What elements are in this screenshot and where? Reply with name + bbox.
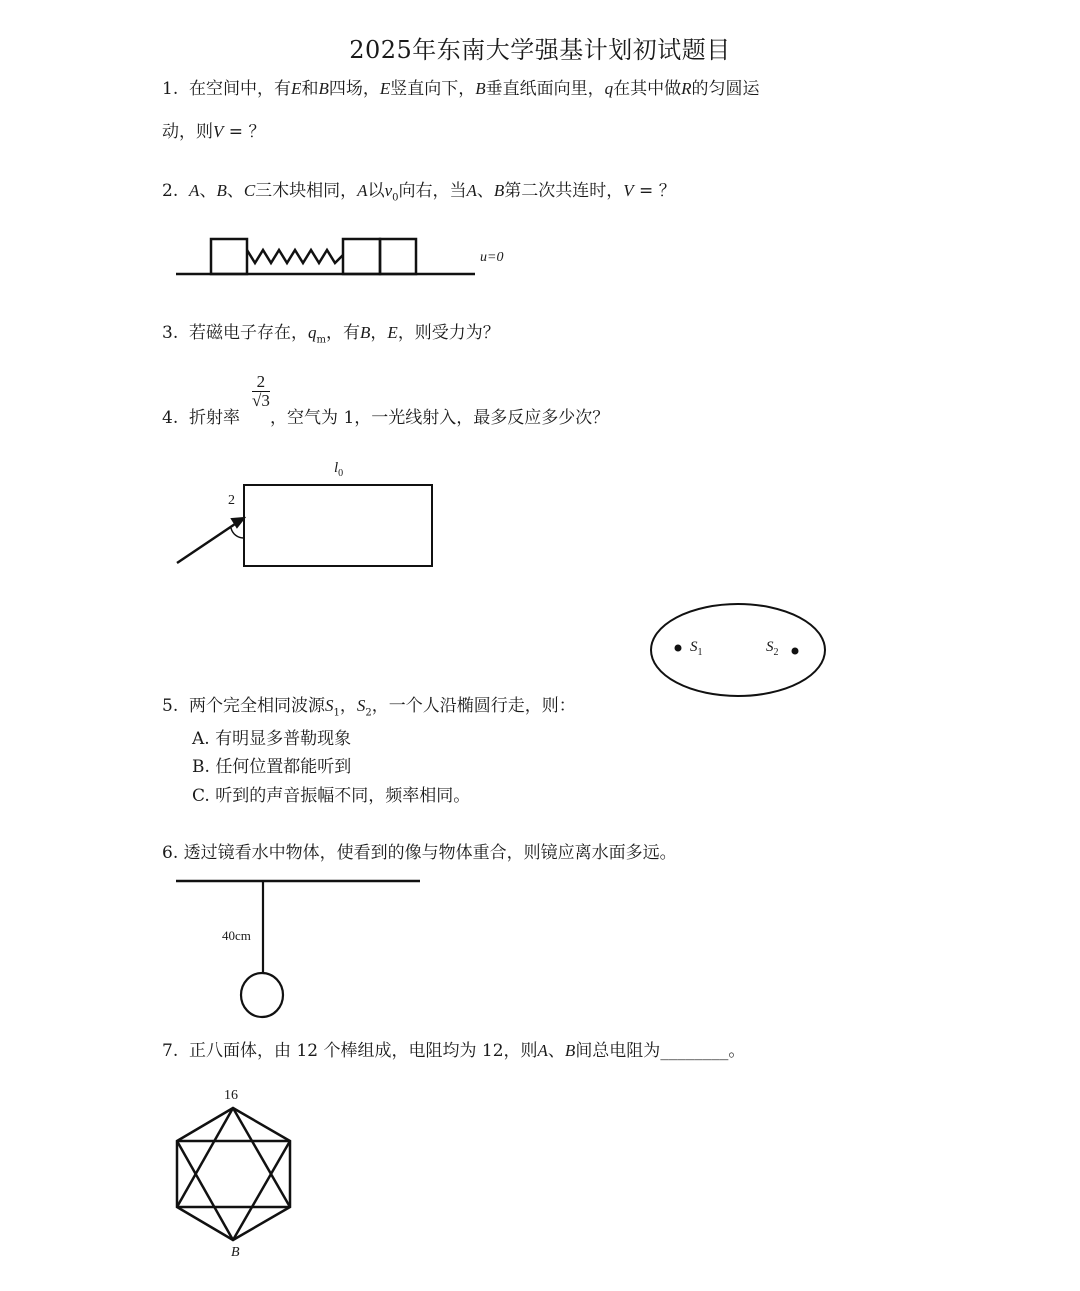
answer-blank: ________ bbox=[660, 1041, 729, 1061]
option-b: B. 任何位置都能听到 bbox=[192, 757, 352, 777]
friction-label: u=0 bbox=[480, 250, 504, 265]
distance-label: 40cm bbox=[222, 928, 251, 943]
ellipse-path bbox=[651, 604, 825, 696]
refractive-index-fraction: $\frac{2}{√3}$ bbox=[252, 372, 270, 410]
document-title: 2025年东南大学强基计划初试题目 bbox=[349, 36, 731, 64]
question-4: 4. 折射率 ，空气为 1，一光线射入，最多反应多少次？ bbox=[162, 408, 610, 428]
q7-octahedron-figure bbox=[177, 1108, 290, 1240]
source-2-dot bbox=[792, 648, 799, 655]
block-c bbox=[380, 239, 416, 274]
question-number: 2. bbox=[162, 181, 179, 201]
question-number: 3. bbox=[162, 323, 179, 343]
vertex-bottom-label: B bbox=[231, 1245, 240, 1260]
question-number: 4. bbox=[162, 408, 179, 428]
source-1-dot bbox=[675, 645, 682, 652]
edge-top-lower-left bbox=[177, 1108, 233, 1207]
glass-block bbox=[244, 485, 432, 566]
q5-ellipse-figure bbox=[651, 604, 825, 696]
question-6: 6. 透过镜看水中物体，使看到的像与物体重合，则镜应离水面多远。 bbox=[162, 843, 677, 863]
question-number: 5. bbox=[162, 696, 179, 716]
edge-bottom-upper-left bbox=[177, 1141, 233, 1240]
question-5: 5. 两个完全相同波源$S_1$，$S_2$，一个人沿椭圆行走，则： bbox=[162, 696, 576, 719]
hexagon-outline bbox=[177, 1108, 290, 1240]
question-number: 7. bbox=[162, 1041, 179, 1061]
question-number: 6. bbox=[162, 843, 179, 863]
question-7: 7. 正八面体，由 12 个棒组成，电阻均为 12，则A、B间总电阻为________。 bbox=[162, 1041, 746, 1061]
block-a bbox=[211, 239, 247, 274]
arrow-head-icon bbox=[232, 518, 244, 527]
source-1-label: $S_1$ bbox=[690, 639, 703, 658]
block-b bbox=[343, 239, 380, 274]
edge-bottom-upper-right bbox=[233, 1141, 290, 1240]
angle-arc bbox=[231, 528, 244, 538]
light-ray bbox=[177, 522, 238, 563]
question-number: 1. bbox=[162, 79, 179, 99]
spring bbox=[247, 250, 343, 263]
q2-blocks-spring-figure bbox=[176, 239, 475, 274]
question-1: 1. 在空间中，有E和B四场，E竖直向下，B垂直纸面向里，q在其中做R的匀圆运 bbox=[162, 79, 760, 99]
vertex-top-label: 16 bbox=[224, 1088, 238, 1103]
q6-mirror-figure bbox=[176, 881, 420, 1017]
question-1-line-2: 动，则V = ？ bbox=[162, 122, 266, 142]
source-2-label: $S_2$ bbox=[766, 639, 779, 658]
option-a: A. 有明显多普勒现象 bbox=[192, 729, 352, 749]
question-3: 3. 若磁电子存在，$q_m$，有B，E，则受力为？ bbox=[162, 323, 500, 346]
question-2: 2. A、B、C三木块相同，A以$v_0$向右，当A、B第二次共连时，V = ？ bbox=[162, 181, 676, 204]
option-c: C. 听到的声音振幅不同，频率相同。 bbox=[192, 786, 471, 806]
q4-rectangle-ray-figure bbox=[177, 485, 432, 566]
angle-label: 2 bbox=[228, 493, 235, 508]
length-label: $l_0$ bbox=[334, 460, 344, 479]
object-circle bbox=[241, 973, 283, 1017]
edge-top-lower-right bbox=[233, 1108, 290, 1207]
